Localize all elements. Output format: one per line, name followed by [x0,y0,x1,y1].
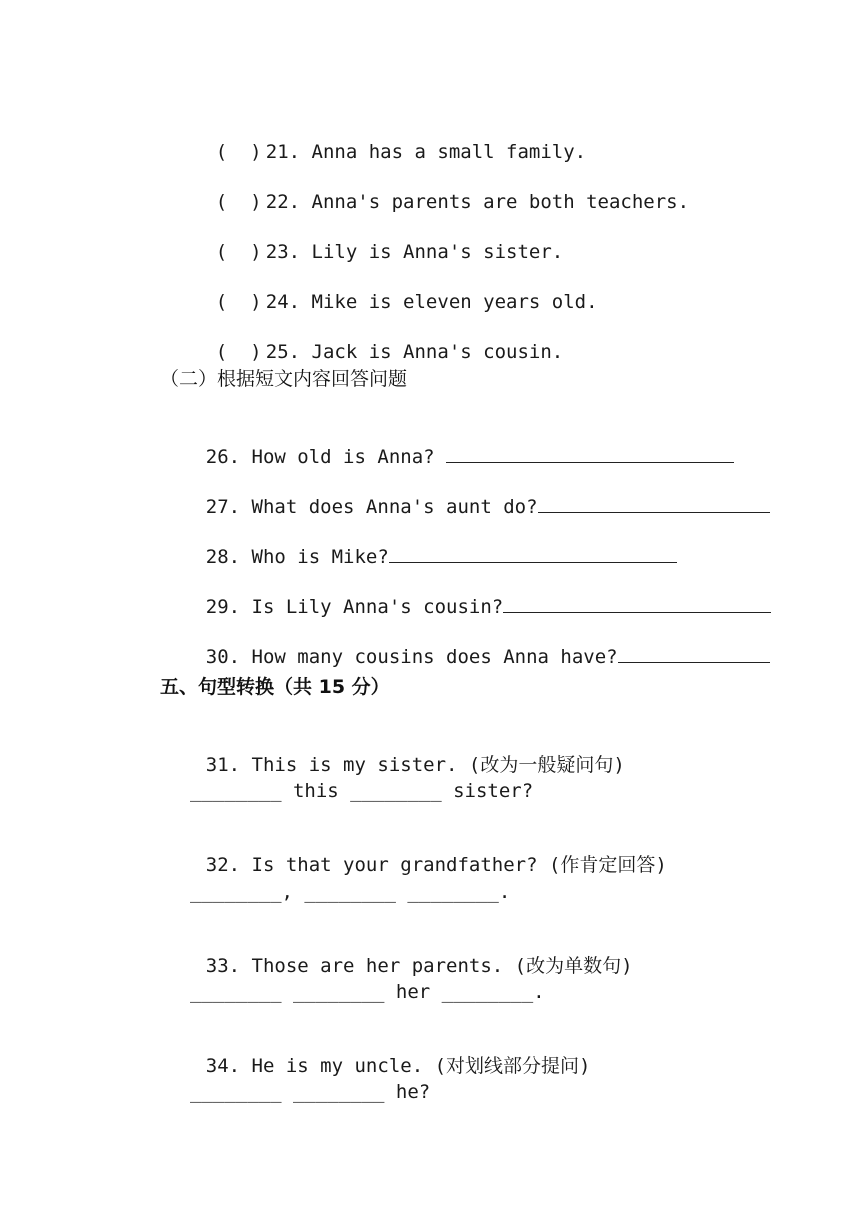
question-text: Who is Mike? [251,546,389,568]
question-text: Is Lily Anna's cousin? [251,596,504,618]
transform-text: Those are her parents. (改为单数句) [251,955,633,977]
answer-bracket: ( ) [215,241,262,263]
item-number: 25. [265,341,301,363]
section-five-title: 五、句型转换（共 15 分） [160,676,390,698]
transform-number: 32. [205,854,241,876]
transform-text: He is my uncle. (对划线部分提问) [251,1055,591,1077]
question-text: What does Anna's aunt do? [251,496,538,518]
item-number: 24. [265,291,301,313]
item-text: Jack is Anna's cousin. [311,341,564,363]
answer-line[interactable] [446,444,734,463]
answer-bracket: ( ) [215,341,262,363]
transform-32-answer[interactable]: ________, ________ ________. [190,881,511,903]
question-number: 26. [205,446,241,468]
answer-line[interactable] [618,644,770,663]
transform-number: 34. [205,1055,241,1077]
transform-33-answer[interactable]: ________ ________ her ________. [190,981,545,1003]
transform-34-answer[interactable]: ________ ________ he? [190,1081,431,1103]
answer-line[interactable] [389,544,677,563]
question-text: How old is Anna? [251,446,447,468]
transform-31-answer[interactable]: ________ this ________ sister? [190,780,534,802]
item-number: 21. [265,141,301,163]
question-number: 27. [205,496,241,518]
answer-line[interactable] [538,494,770,513]
transform-text: Is that your grandfather? (作肯定回答) [251,854,667,876]
section-two-title: （二）根据短文内容回答问题 [160,368,408,390]
answer-line[interactable] [503,594,771,613]
transform-number: 31. [205,754,241,776]
item-text: Anna has a small family. [311,141,587,163]
question-number: 29. [205,596,241,618]
transform-number: 33. [205,955,241,977]
item-text: Mike is eleven years old. [311,291,598,313]
item-number: 22. [265,191,301,213]
answer-bracket: ( ) [215,291,262,313]
item-text: Anna's parents are both teachers. [311,191,690,213]
question-text: How many cousins does Anna have? [251,646,618,668]
transform-text: This is my sister. (改为一般疑问句) [251,754,625,776]
answer-bracket: ( ) [215,191,262,213]
question-number: 28. [205,546,241,568]
item-text: Lily is Anna's sister. [311,241,564,263]
question-number: 30. [205,646,241,668]
answer-bracket: ( ) [215,141,262,163]
item-number: 23. [265,241,301,263]
